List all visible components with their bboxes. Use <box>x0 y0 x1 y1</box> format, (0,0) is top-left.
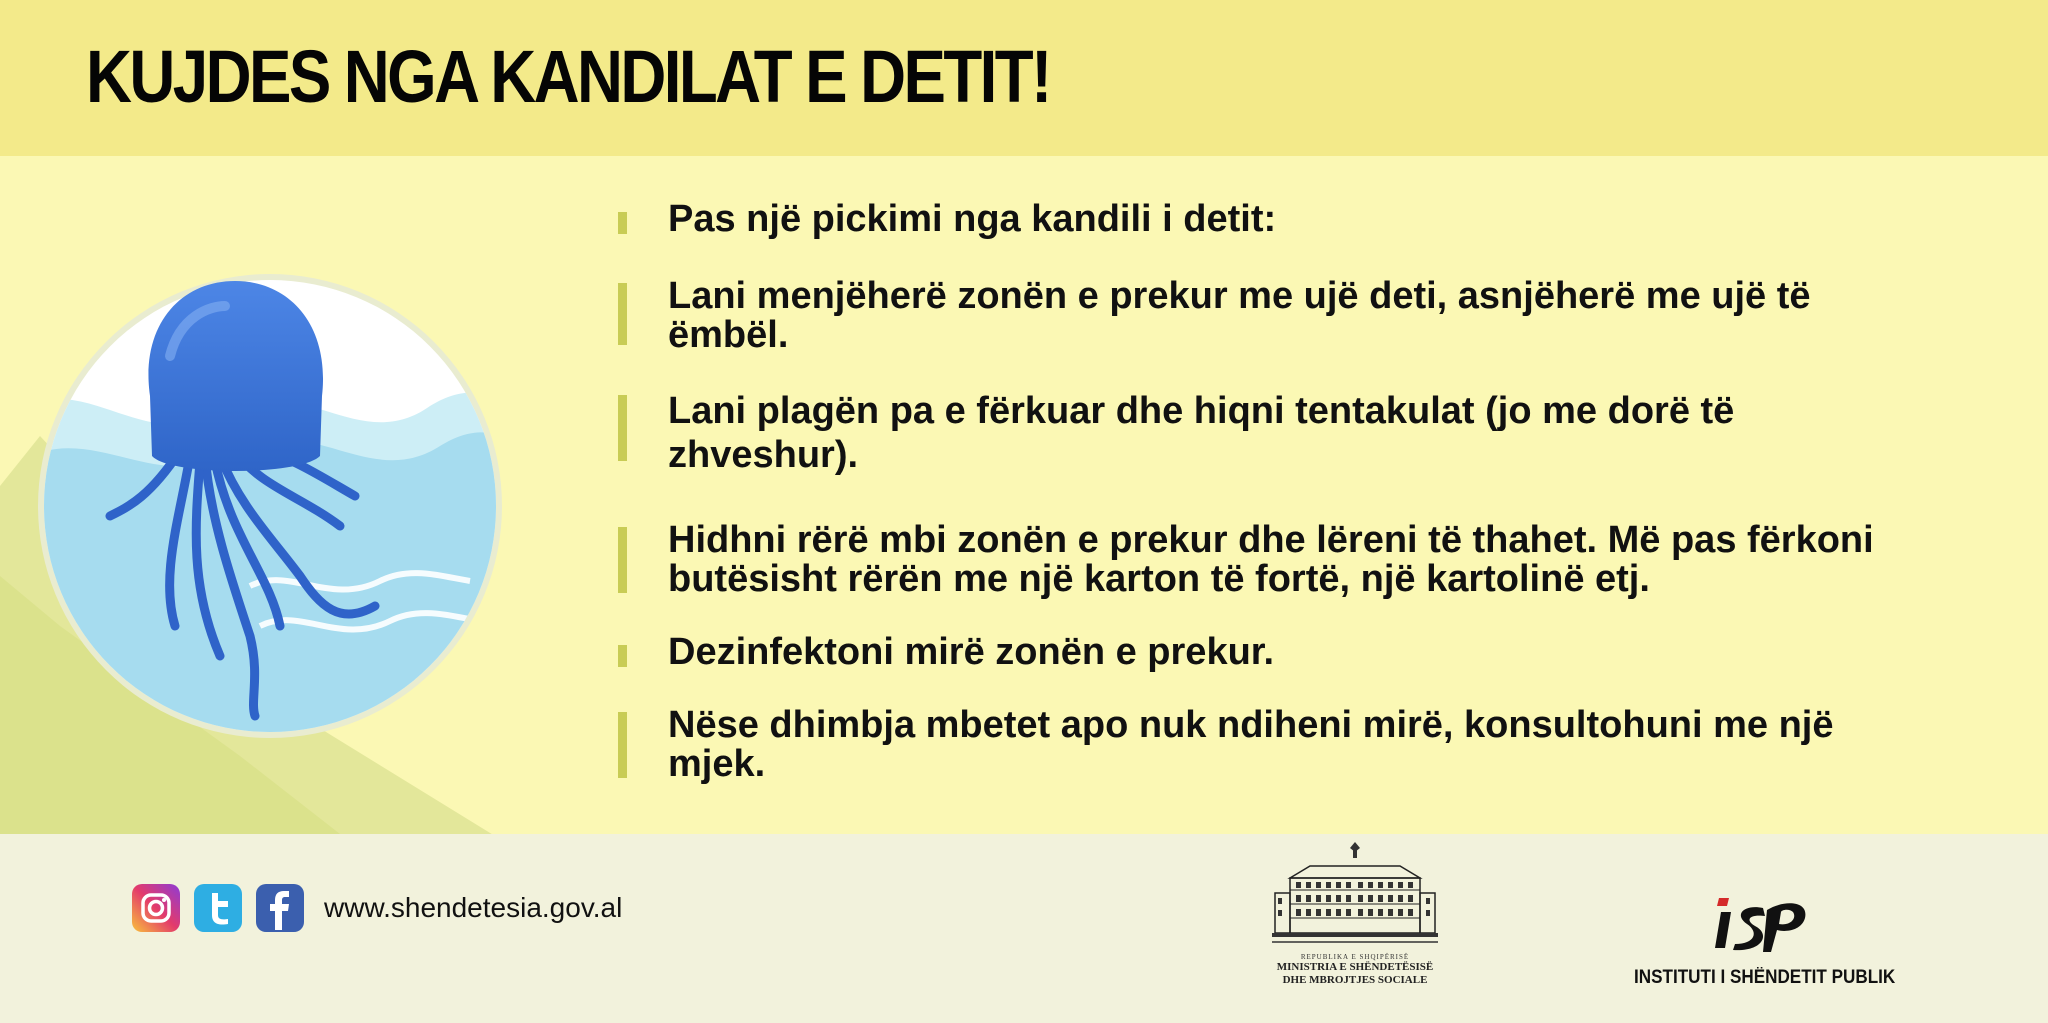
bullet-bar <box>618 212 627 234</box>
jellyfish-illustration <box>0 156 560 834</box>
website-link[interactable]: www.shendetesia.gov.al <box>324 892 623 923</box>
tip-text: Dezinfektoni mirë zonën e prekur. <box>668 631 1275 673</box>
institute-name: INSTITUTI I SHËNDETIT PUBLIK <box>1634 967 1896 988</box>
list-item <box>618 706 1918 784</box>
bullet-bar <box>618 645 627 667</box>
bullet-bar <box>618 712 627 778</box>
page-title: KUJDES NGA KANDILAT E DETIT! <box>86 35 1050 118</box>
list-item <box>618 389 1918 477</box>
header-banner <box>0 0 2048 156</box>
list-item <box>618 521 1918 599</box>
twitter-icon[interactable] <box>194 884 242 932</box>
institute-logo <box>1620 888 1900 989</box>
ministry-name-line2: DHE MBROJTJES SOCIALE <box>1282 974 1428 986</box>
tip-text: Hidhni rërë mbi zonën e prekur dhe lëreni të thahet. Më pas fërkoni butësisht rërën me një karton të fortë, një kartolinë etj. <box>668 519 1874 600</box>
bullet-bar <box>618 527 627 593</box>
bullet-bar <box>618 395 627 461</box>
list-item <box>618 633 1918 672</box>
list-item <box>618 200 1918 239</box>
instagram-icon[interactable] <box>132 884 180 932</box>
tips-list <box>618 200 1918 784</box>
bullet-bar <box>618 283 627 345</box>
isp-logo-icon <box>1705 888 1815 958</box>
tip-text: Nëse dhimbja mbetet apo nuk ndiheni mirë, konsultohuni me një mjek. <box>668 704 1834 785</box>
ministry-logo <box>1250 838 1460 987</box>
ministry-republic: REPUBLIKA E SHQIPËRISË <box>1300 953 1410 961</box>
social-links <box>132 884 622 932</box>
jellyfish-bell <box>148 281 323 471</box>
tip-text: Pas një pickimi nga kandili i detit: <box>668 198 1277 240</box>
ministry-building-icon <box>1270 838 1440 948</box>
facebook-icon[interactable] <box>256 884 304 932</box>
tip-text: Lani menjëherë zonën e prekur me ujë deti, asnjëherë me ujë të ëmbël. <box>668 275 1811 356</box>
tip-text: Lani plagën pa e fërkuar dhe hiqni tentakulat (jo me dorë të zhveshur). <box>668 390 1735 476</box>
list-item <box>618 277 1918 355</box>
ministry-name-line1: MINISTRIA E SHËNDETËSISË <box>1276 961 1434 973</box>
